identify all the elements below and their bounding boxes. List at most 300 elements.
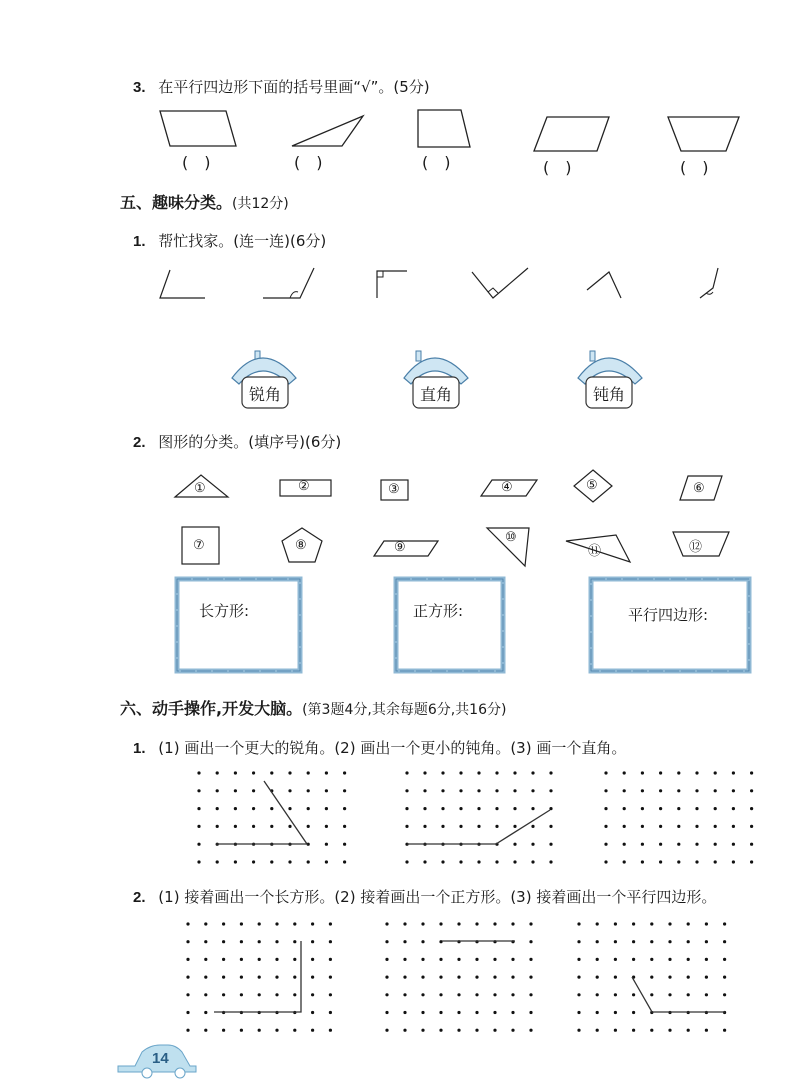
grid6-dot[interactable] <box>687 993 690 996</box>
grid4-dot[interactable] <box>222 993 225 996</box>
grid4-dot[interactable] <box>329 976 332 979</box>
grid3-dot[interactable] <box>623 843 626 846</box>
grid1-dot[interactable] <box>270 771 273 774</box>
grid2-dot[interactable] <box>477 771 480 774</box>
grid3-dot[interactable] <box>732 807 735 810</box>
grid3-dot[interactable] <box>732 843 735 846</box>
grid4-dot[interactable] <box>311 958 314 961</box>
grid1-dot[interactable] <box>343 843 346 846</box>
grid5-dot[interactable] <box>475 1011 478 1014</box>
grid3-dot[interactable] <box>695 771 698 774</box>
q3-answer-paren-3[interactable]: ( ) <box>422 153 451 172</box>
grid2-dot[interactable] <box>531 843 534 846</box>
grid4-dot[interactable] <box>329 1011 332 1014</box>
grid3-dot[interactable] <box>677 771 680 774</box>
grid1-dot[interactable] <box>343 807 346 810</box>
grid4-dot[interactable] <box>240 940 243 943</box>
grid6-dot[interactable] <box>687 958 690 961</box>
grid6-dot[interactable] <box>632 1011 635 1014</box>
grid4-dot[interactable] <box>204 922 207 925</box>
grid5-dot[interactable] <box>493 1029 496 1032</box>
grid4-dot[interactable] <box>275 922 278 925</box>
grid5-dot[interactable] <box>403 922 406 925</box>
grid4-dot[interactable] <box>293 958 296 961</box>
grid4-dot[interactable] <box>293 922 296 925</box>
grid3-dot[interactable] <box>604 843 607 846</box>
grid1-dot[interactable] <box>343 789 346 792</box>
grid6-dot[interactable] <box>723 993 726 996</box>
grid4-dot[interactable] <box>240 976 243 979</box>
q3-answer-paren-5[interactable]: ( ) <box>680 158 709 177</box>
grid5-dot[interactable] <box>439 958 442 961</box>
grid5-dot[interactable] <box>421 922 424 925</box>
grid2-dot[interactable] <box>513 843 516 846</box>
grid6-dot[interactable] <box>668 1029 671 1032</box>
grid1-dot[interactable] <box>288 807 291 810</box>
grid2-dot[interactable] <box>549 843 552 846</box>
grid5-dot[interactable] <box>457 1011 460 1014</box>
grid6-dot[interactable] <box>632 958 635 961</box>
grid2-dot[interactable] <box>549 789 552 792</box>
grid4-dot[interactable] <box>275 958 278 961</box>
grid1-dot[interactable] <box>197 771 200 774</box>
grid1-dot[interactable] <box>252 789 255 792</box>
grid5-dot[interactable] <box>493 976 496 979</box>
grid3-dot[interactable] <box>641 789 644 792</box>
grid3-dot[interactable] <box>659 825 662 828</box>
grid3-dot[interactable] <box>677 807 680 810</box>
grid5-dot[interactable] <box>385 1029 388 1032</box>
grid1-dot[interactable] <box>197 843 200 846</box>
grid2-dot[interactable] <box>513 771 516 774</box>
grid6-dot[interactable] <box>723 1029 726 1032</box>
grid5-dot[interactable] <box>403 1011 406 1014</box>
grid2-dot[interactable] <box>405 825 408 828</box>
grid3-dot[interactable] <box>714 843 717 846</box>
grid2-dot[interactable] <box>459 825 462 828</box>
grid2-dot[interactable] <box>513 807 516 810</box>
grid4-dot[interactable] <box>293 1029 296 1032</box>
grid3-dot[interactable] <box>604 789 607 792</box>
grid1-dot[interactable] <box>325 789 328 792</box>
grid1-dot[interactable] <box>252 825 255 828</box>
grid5-dot[interactable] <box>439 1029 442 1032</box>
grid6-dot[interactable] <box>632 1029 635 1032</box>
grid4-dot[interactable] <box>329 958 332 961</box>
grid4-dot[interactable] <box>186 922 189 925</box>
grid6-dot[interactable] <box>632 993 635 996</box>
grid2-dot[interactable] <box>441 771 444 774</box>
grid6-dot[interactable] <box>650 993 653 996</box>
grid6-dot[interactable] <box>596 940 599 943</box>
grid5-dot[interactable] <box>421 958 424 961</box>
grid6-dot[interactable] <box>577 922 580 925</box>
grid6-dot[interactable] <box>614 940 617 943</box>
grid2-dot[interactable] <box>459 771 462 774</box>
grid4-dot[interactable] <box>204 976 207 979</box>
grid1-dot[interactable] <box>234 771 237 774</box>
grid2-dot[interactable] <box>513 789 516 792</box>
grid1-dot[interactable] <box>270 807 273 810</box>
grid2-dot[interactable] <box>531 771 534 774</box>
grid5-dot[interactable] <box>385 958 388 961</box>
grid6-dot[interactable] <box>668 976 671 979</box>
grid5-dot[interactable] <box>439 922 442 925</box>
grid4-dot[interactable] <box>186 940 189 943</box>
grid4-dot[interactable] <box>258 993 261 996</box>
grid5-dot[interactable] <box>439 993 442 996</box>
grid2-dot[interactable] <box>549 825 552 828</box>
grid2-dot[interactable] <box>477 807 480 810</box>
grid4-dot[interactable] <box>186 1011 189 1014</box>
grid3-dot[interactable] <box>714 789 717 792</box>
grid6-dot[interactable] <box>723 922 726 925</box>
grid1-dot[interactable] <box>270 825 273 828</box>
grid5-dot[interactable] <box>511 976 514 979</box>
grid4-dot[interactable] <box>311 1029 314 1032</box>
grid1-dot[interactable] <box>252 771 255 774</box>
q3-answer-paren-4[interactable]: ( ) <box>543 158 572 177</box>
grid2-dot[interactable] <box>531 807 534 810</box>
grid4-dot[interactable] <box>329 922 332 925</box>
grid3-dot[interactable] <box>623 771 626 774</box>
grid3-dot[interactable] <box>623 807 626 810</box>
grid4-dot[interactable] <box>311 1011 314 1014</box>
grid1-dot[interactable] <box>307 789 310 792</box>
grid6-dot[interactable] <box>596 1029 599 1032</box>
grid5-dot[interactable] <box>493 1011 496 1014</box>
grid3-dot[interactable] <box>604 825 607 828</box>
grid6-dot[interactable] <box>650 940 653 943</box>
grid1-dot[interactable] <box>234 789 237 792</box>
grid1-dot[interactable] <box>343 771 346 774</box>
grid4-dot[interactable] <box>240 958 243 961</box>
grid3-dot[interactable] <box>604 771 607 774</box>
grid5-dot[interactable] <box>385 922 388 925</box>
grid1-dot[interactable] <box>216 807 219 810</box>
grid3-dot[interactable] <box>641 807 644 810</box>
grid3-dot[interactable] <box>714 807 717 810</box>
grid1-dot[interactable] <box>325 825 328 828</box>
grid3-dot[interactable] <box>623 825 626 828</box>
grid5-dot[interactable] <box>529 1029 532 1032</box>
grid6-dot[interactable] <box>577 958 580 961</box>
grid6-dot[interactable] <box>632 922 635 925</box>
grid2-dot[interactable] <box>549 860 552 863</box>
grid2-dot[interactable] <box>441 807 444 810</box>
grid3-dot[interactable] <box>677 789 680 792</box>
grid2-dot[interactable] <box>423 825 426 828</box>
grid6-dot[interactable] <box>614 958 617 961</box>
grid3-dot[interactable] <box>695 807 698 810</box>
grid2-dot[interactable] <box>405 807 408 810</box>
grid6-dot[interactable] <box>668 958 671 961</box>
grid4-dot[interactable] <box>311 976 314 979</box>
grid3-dot[interactable] <box>695 789 698 792</box>
grid5-dot[interactable] <box>529 922 532 925</box>
grid5-dot[interactable] <box>439 1011 442 1014</box>
grid3-dot[interactable] <box>659 860 662 863</box>
grid5-dot[interactable] <box>385 993 388 996</box>
grid4-dot[interactable] <box>222 1029 225 1032</box>
grid4-dot[interactable] <box>186 976 189 979</box>
grid1-dot[interactable] <box>216 771 219 774</box>
grid5-dot[interactable] <box>529 993 532 996</box>
grid3-dot[interactable] <box>641 860 644 863</box>
grid2-dot[interactable] <box>513 825 516 828</box>
grid3-dot[interactable] <box>750 807 753 810</box>
grid5-dot[interactable] <box>511 922 514 925</box>
grid4-dot[interactable] <box>222 958 225 961</box>
grid2-dot[interactable] <box>405 860 408 863</box>
grid1-dot[interactable] <box>325 771 328 774</box>
grid6-dot[interactable] <box>705 958 708 961</box>
grid6-dot[interactable] <box>614 1029 617 1032</box>
grid6-dot[interactable] <box>705 940 708 943</box>
grid5-dot[interactable] <box>421 976 424 979</box>
grid1-dot[interactable] <box>216 789 219 792</box>
grid6-dot[interactable] <box>687 1029 690 1032</box>
grid6-dot[interactable] <box>668 922 671 925</box>
grid4-dot[interactable] <box>258 940 261 943</box>
grid3-dot[interactable] <box>695 843 698 846</box>
grid1-dot[interactable] <box>197 825 200 828</box>
grid3-dot[interactable] <box>659 789 662 792</box>
grid4-dot[interactable] <box>293 976 296 979</box>
grid5-dot[interactable] <box>529 958 532 961</box>
grid4-dot[interactable] <box>240 993 243 996</box>
grid3-dot[interactable] <box>641 825 644 828</box>
grid3-dot[interactable] <box>732 789 735 792</box>
grid2-dot[interactable] <box>495 807 498 810</box>
grid2-dot[interactable] <box>405 789 408 792</box>
grid6-dot[interactable] <box>596 958 599 961</box>
grid4-dot[interactable] <box>186 1029 189 1032</box>
grid5-dot[interactable] <box>529 976 532 979</box>
grid6-dot[interactable] <box>687 940 690 943</box>
grid5-dot[interactable] <box>529 940 532 943</box>
grid5-dot[interactable] <box>493 993 496 996</box>
grid3-dot[interactable] <box>604 860 607 863</box>
grid1-dot[interactable] <box>325 807 328 810</box>
grid1-dot[interactable] <box>197 807 200 810</box>
grid1-dot[interactable] <box>252 860 255 863</box>
grid6-dot[interactable] <box>596 976 599 979</box>
grid2-dot[interactable] <box>441 789 444 792</box>
grid1-dot[interactable] <box>234 807 237 810</box>
grid4-dot[interactable] <box>240 1029 243 1032</box>
grid4-dot[interactable] <box>311 922 314 925</box>
grid6-dot[interactable] <box>668 993 671 996</box>
grid6-dot[interactable] <box>596 993 599 996</box>
grid1-dot[interactable] <box>343 825 346 828</box>
grid5-dot[interactable] <box>421 993 424 996</box>
grid3-dot[interactable] <box>623 860 626 863</box>
grid3-dot[interactable] <box>750 825 753 828</box>
grid5-dot[interactable] <box>457 976 460 979</box>
grid6-dot[interactable] <box>632 940 635 943</box>
grid1-dot[interactable] <box>216 860 219 863</box>
grid5-dot[interactable] <box>457 993 460 996</box>
grid2-dot[interactable] <box>405 771 408 774</box>
grid6-dot[interactable] <box>577 1011 580 1014</box>
grid4-dot[interactable] <box>329 1029 332 1032</box>
grid6-dot[interactable] <box>650 976 653 979</box>
grid6-dot[interactable] <box>596 922 599 925</box>
grid4-dot[interactable] <box>204 993 207 996</box>
grid2-dot[interactable] <box>495 771 498 774</box>
grid6-dot[interactable] <box>723 976 726 979</box>
grid5-dot[interactable] <box>457 1029 460 1032</box>
grid6-dot[interactable] <box>705 1029 708 1032</box>
grid4-dot[interactable] <box>204 1011 207 1014</box>
grid1-dot[interactable] <box>288 771 291 774</box>
grid3-dot[interactable] <box>714 771 717 774</box>
grid3-dot[interactable] <box>659 843 662 846</box>
grid5-dot[interactable] <box>475 993 478 996</box>
grid6-dot[interactable] <box>614 993 617 996</box>
grid1-dot[interactable] <box>325 843 328 846</box>
grid5-dot[interactable] <box>511 993 514 996</box>
grid3-dot[interactable] <box>659 807 662 810</box>
grid6-dot[interactable] <box>614 922 617 925</box>
grid4-dot[interactable] <box>258 1029 261 1032</box>
grid4-dot[interactable] <box>329 940 332 943</box>
grid4-dot[interactable] <box>258 922 261 925</box>
grid6-dot[interactable] <box>614 1011 617 1014</box>
grid6-dot[interactable] <box>577 993 580 996</box>
grid4-dot[interactable] <box>275 976 278 979</box>
grid5-dot[interactable] <box>403 993 406 996</box>
grid1-dot[interactable] <box>307 860 310 863</box>
grid3-dot[interactable] <box>695 860 698 863</box>
grid6-dot[interactable] <box>705 993 708 996</box>
grid3-dot[interactable] <box>604 807 607 810</box>
grid3-dot[interactable] <box>750 771 753 774</box>
grid1-dot[interactable] <box>288 789 291 792</box>
grid2-dot[interactable] <box>495 860 498 863</box>
grid3-dot[interactable] <box>677 843 680 846</box>
grid6-dot[interactable] <box>577 1029 580 1032</box>
grid2-dot[interactable] <box>495 825 498 828</box>
grid5-dot[interactable] <box>475 976 478 979</box>
grid2-dot[interactable] <box>531 825 534 828</box>
grid5-dot[interactable] <box>475 922 478 925</box>
grid4-dot[interactable] <box>222 940 225 943</box>
grid5-dot[interactable] <box>511 958 514 961</box>
grid3-dot[interactable] <box>714 825 717 828</box>
grid5-dot[interactable] <box>421 940 424 943</box>
grid6-dot[interactable] <box>687 976 690 979</box>
grid4-dot[interactable] <box>311 940 314 943</box>
grid2-dot[interactable] <box>423 860 426 863</box>
grid6-dot[interactable] <box>596 1011 599 1014</box>
grid4-dot[interactable] <box>293 993 296 996</box>
grid5-dot[interactable] <box>493 922 496 925</box>
grid1-dot[interactable] <box>252 807 255 810</box>
grid2-dot[interactable] <box>441 860 444 863</box>
grid5-dot[interactable] <box>529 1011 532 1014</box>
grid2-dot[interactable] <box>477 860 480 863</box>
grid4-dot[interactable] <box>204 940 207 943</box>
grid2-dot[interactable] <box>459 789 462 792</box>
grid1-dot[interactable] <box>307 771 310 774</box>
grid5-dot[interactable] <box>439 976 442 979</box>
grid2-dot[interactable] <box>549 771 552 774</box>
grid3-dot[interactable] <box>677 825 680 828</box>
grid5-dot[interactable] <box>421 1029 424 1032</box>
grid1-dot[interactable] <box>234 860 237 863</box>
grid2-dot[interactable] <box>441 825 444 828</box>
grid2-dot[interactable] <box>423 771 426 774</box>
grid5-dot[interactable] <box>421 1011 424 1014</box>
grid5-dot[interactable] <box>385 976 388 979</box>
grid1-dot[interactable] <box>216 825 219 828</box>
grid1-dot[interactable] <box>197 789 200 792</box>
grid2-dot[interactable] <box>495 789 498 792</box>
grid5-dot[interactable] <box>511 1029 514 1032</box>
grid3-dot[interactable] <box>750 843 753 846</box>
grid4-dot[interactable] <box>329 993 332 996</box>
grid6-dot[interactable] <box>723 958 726 961</box>
grid2-dot[interactable] <box>459 860 462 863</box>
q3-answer-paren-2[interactable]: ( ) <box>294 153 323 172</box>
grid2-dot[interactable] <box>531 860 534 863</box>
grid1-dot[interactable] <box>288 860 291 863</box>
grid4-dot[interactable] <box>222 922 225 925</box>
grid5-dot[interactable] <box>403 940 406 943</box>
grid4-dot[interactable] <box>258 976 261 979</box>
grid4-dot[interactable] <box>204 1029 207 1032</box>
grid6-dot[interactable] <box>705 976 708 979</box>
grid1-dot[interactable] <box>307 825 310 828</box>
grid3-dot[interactable] <box>732 860 735 863</box>
grid6-dot[interactable] <box>577 976 580 979</box>
grid4-dot[interactable] <box>240 922 243 925</box>
grid1-dot[interactable] <box>288 825 291 828</box>
grid4-dot[interactable] <box>186 993 189 996</box>
q3-answer-paren-1[interactable]: ( ) <box>182 153 211 172</box>
grid4-dot[interactable] <box>311 993 314 996</box>
grid6-dot[interactable] <box>650 922 653 925</box>
grid5-dot[interactable] <box>385 940 388 943</box>
grid1-dot[interactable] <box>197 860 200 863</box>
grid3-dot[interactable] <box>732 825 735 828</box>
grid5-dot[interactable] <box>493 958 496 961</box>
grid2-dot[interactable] <box>549 807 552 810</box>
grid6-dot[interactable] <box>577 940 580 943</box>
grid3-dot[interactable] <box>659 771 662 774</box>
grid1-dot[interactable] <box>270 860 273 863</box>
grid4-dot[interactable] <box>258 958 261 961</box>
grid3-dot[interactable] <box>750 789 753 792</box>
grid5-dot[interactable] <box>385 1011 388 1014</box>
grid3-dot[interactable] <box>623 789 626 792</box>
grid5-dot[interactable] <box>403 1029 406 1032</box>
grid2-dot[interactable] <box>477 789 480 792</box>
grid5-dot[interactable] <box>511 1011 514 1014</box>
grid2-dot[interactable] <box>423 789 426 792</box>
grid2-dot[interactable] <box>459 807 462 810</box>
grid6-dot[interactable] <box>650 958 653 961</box>
grid4-dot[interactable] <box>293 940 296 943</box>
grid6-dot[interactable] <box>687 922 690 925</box>
grid6-dot[interactable] <box>723 940 726 943</box>
grid4-dot[interactable] <box>275 1029 278 1032</box>
grid1-dot[interactable] <box>307 807 310 810</box>
grid3-dot[interactable] <box>695 825 698 828</box>
grid5-dot[interactable] <box>457 958 460 961</box>
